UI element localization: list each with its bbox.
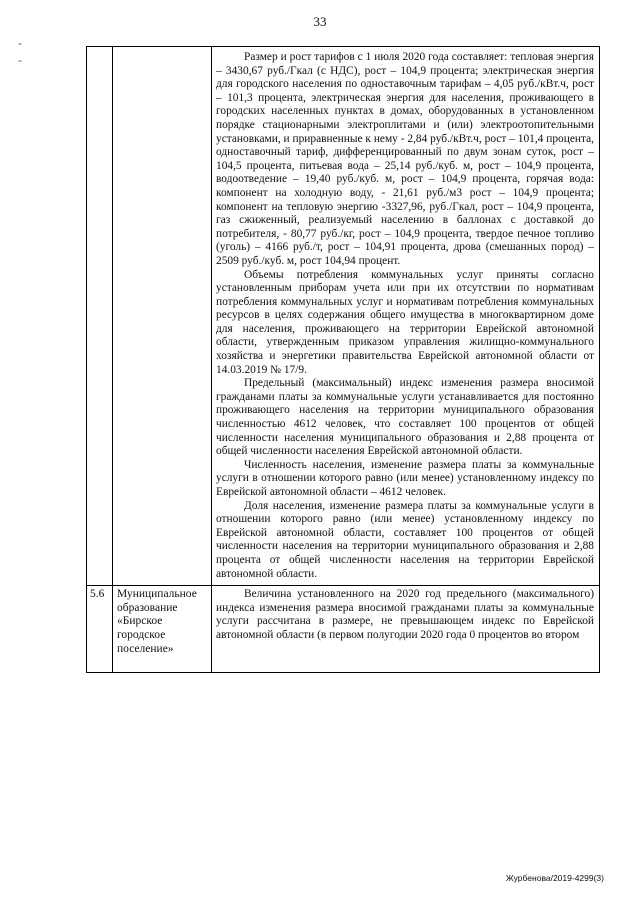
municipality-cell bbox=[113, 47, 212, 586]
description-cell bbox=[212, 586, 600, 673]
paragraph: Объемы потребления коммунальных услуг приняты согласно установленным приборам учета или при их отсутствии по нормативам потребления коммунальных услуг и нормативам потребления коммунальных ресурсов в целях содержания общего имущества в многоквартирном доме для населения, проживающего на территории Еврейской автономной области, утвержденным приказом управления жилищно-коммунального хозяйства и энергетики правительства Еврейской автономной области от 14.03.2019 № 17/9. bbox=[216, 268, 594, 376]
row-number-cell bbox=[87, 47, 113, 586]
paragraph: Размер и рост тарифов с 1 июля 2020 года составляет: тепловая энергия – 3430,67 руб./Гкал (с НДС), рост – 104,9 процента; электрическая энергия для городского населения по одноставочным тарифам – 4,05 руб./кВт.ч, рост – 101,3 процента, электрическая энергия для населения, проживающего в городских населенных пунктах в домах, оборудованных в установленном порядке стационарными электроплитами и (или) электроотопительными установками, и приравненные к нему - 2,84 руб./кВт.ч, рост – 101,4 процента, одноставочный тариф, дифференцированный по двум зонам суток, рост – 104,5 процента, питьевая вода – 25,14 руб./куб. м, рост – 104,9 процента, водоотведение – 19,40 руб./куб. м, рост – 104,9 процента, горячая вода: компонент на холодную воду, - 21,61 руб./м3 рост – 104,9 процента; компонент на тепловую энергию -3327,96, руб./Гкал, рост – 104,9 процента, газ сжиженный, реализуемый населению в баллонах с доставкой до потребителя, - 80,77 руб./кг, рост – 104,9 процента, твердое печное топливо (уголь) – 4166 руб./т, рост – 104,91 процента, дрова (смешанных пород) – 2509 руб./куб. м, рост 104,94 процент. bbox=[216, 51, 594, 267]
paragraph: Величина установленного на 2020 год предельного (максимального) индекса изменения размера вносимой гражданами платы за коммунальные услуги рассчитана в размере, не превышающем индекс по Еврейской автономной области (в первом полугодии 2020 года 0 процентов во втором bbox=[216, 588, 594, 641]
paragraph: Доля населения, изменение размера платы за коммунальные услуги в отношении которого равно (или менее) установленному индексу по Еврейской автономной области, составляет 100 процентов от общей численности населения на территории муниципального образования и 2,88 процента от общей численности населения на территории Еврейской автономной области. bbox=[216, 499, 594, 580]
table-row bbox=[87, 47, 600, 586]
document-footer: Журбенова/2019-4299(3) bbox=[505, 873, 604, 883]
page-number: 33 bbox=[313, 14, 327, 29]
margin-mark: - bbox=[18, 36, 22, 50]
table-row bbox=[87, 586, 600, 673]
tariff-table bbox=[86, 46, 600, 673]
paragraph: Предельный (максимальный) индекс изменения размера вносимой гражданами платы за коммунальные услуги устанавливается для постоянно проживающего населения на территории муниципального образования численностью 4612 человек, что составляет 100 процентов от общей численности населения муниципального образования и 2,88 процента от общей численности населения Еврейской автономной области. bbox=[216, 377, 594, 458]
paragraph: Численность населения, изменение размера платы за коммунальные услуги в отношении которого равно (или менее) установленному индексу по Еврейской автономной области – 4612 человек. bbox=[216, 458, 594, 498]
margin-mark: - bbox=[18, 53, 22, 67]
description-cell bbox=[212, 47, 600, 586]
municipality-cell: Муниципальное образование «Бирское городское поселение» bbox=[113, 586, 212, 673]
row-number-cell: 5.6 bbox=[87, 586, 113, 673]
